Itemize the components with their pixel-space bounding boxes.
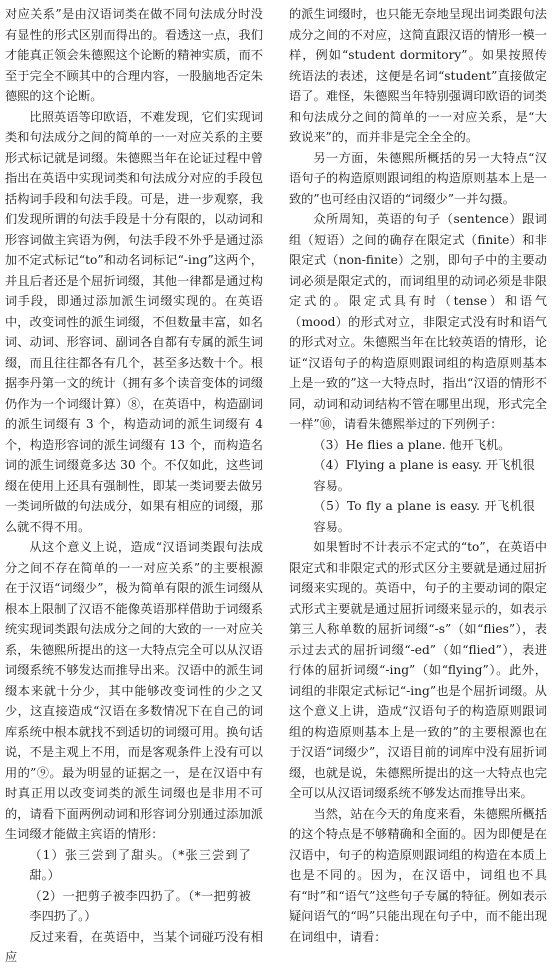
example-sentence: （2）一把剪子被李四扔了。（*一把剪被李四扔了。）	[29, 888, 251, 923]
right-column	[289, 4, 547, 944]
paragraph: 对应关系”是由汉语词类在做不同句法成分时没有显性的形式区别而得出的。看透这一点，我们才能真正领会朱德熙这个论断的精神实质，而不至于完全不顾其中的合理内容，一股脑地否定朱德熙的这个论断。	[5, 7, 263, 103]
example-sentence: （3）He flies a plane. 他开飞机。	[313, 437, 511, 452]
paragraph: 的派生词缀时，也只能无奈地呈现出词类跟句法成分之间的不对应，这简直跟汉语的情形一模一样，例如“student dormitory”。如果按照传统语法的表述，这便是名词“student”直接做定语了。难怪，朱德熙当年特别强调印欧语的词类和句法成分之间的简单的一一对应关系，是“大致说来”的，而并非是完全全全的。	[289, 7, 547, 144]
example-sentence: （4）Flying a plane is easy. 开飞机很容易。	[313, 458, 535, 493]
left-column	[5, 4, 263, 964]
paragraph: 如果暂时不计表示不定式的“to”，在英语中限定式和非限定式的形式区分主要就是通过屈折词缀来实现的。英语中，句子的主要动词的限定式形式主要就是通过屈折词缀来显示的，如表示第三人称单数的屈折词缀“-s”（如“flies”），表示过去式的屈折词缀“-ed”（如“flied”），表进行体的屈折词缀“-ing”（如“flying”）。此外，词组的非限定式标记“-ing”也是个屈折词缀。从这个意义上讲，造成“汉语句子的构造原则跟词组的构造原则基本上是一致的”的主要根源也在于汉语“词缀少”，汉语目前的词库中没有屈折词缀，也就是说，朱德熙所提出的这一大特点也完全可以从汉语词缀系统不够发达而推导出来。	[289, 540, 547, 800]
paragraph: 当然，站在今天的角度来看，朱德熙所概括的这个特点是不够精确和全面的。因为即便是在汉语中，句子的构造原则跟词组的构造在本质上也是不同的。因为，在汉语中，词组也不具有“时”和“语气”这些句子专属的特征。例如表示疑问语气的“吗”只能出现在句子中，而不能出现在词组中，请看：	[289, 806, 547, 944]
paragraph: 比照英语等印欧语，不难发现，它们实现词类和句法成分之间的简单的一一对应关系的主要形式标记就是词缀。朱德熙当年在论证过程中曾指出在英语中实现词类和句法成分对应的手段包括构词手段和句法手段。可是，进一步观察，我们发现所谓的句法手段是十分有限的，以动词和形容词做主宾语为例，句法手段不外乎是通过添加不定式标记“to”和动名词标记“-ing”这两个，并且后者还是个屈折词缀，其他一律都是通过构词手段，即通过添加派生词缀实现的。在英语中，改变词性的派生词缀，不但数量丰富，如名词、动词、形容词、副词各自都有专属的派生词缀，而且往往都各有几个，甚至多达数十个。根据李丹第一文的统计（拥有多个读音变体的词缀仍作为一个词缀计算）⑧，在英语中，构造副词的派生词缀有 3 个，构造动词的派生词缀有 4 个，构造形容词的派生词缀有 13 个，而构造名词的派生词缀竟多达 30 个。不仅如此，这些词缀在使用上还具有强制性，即某一类词要去做另一类词所做的句法成分，如果有相应的词缀，那么就不得不用。	[5, 109, 263, 534]
paragraph: 从这个意义上说，造成“汉语词类跟句法成分之间不存在简单的一一对应关系”的主要根源在于汉语“词缀少”，极为简单有限的派生词缀从根本上限制了汉语不能像英语那样借助于词缀系统实现词类跟句法成分之间的大致的一一对应关系，朱德熙所提出的这一大特点完全可以从汉语词缀系统不够发达而推导出来。汉语中的派生词缀本来就十分少，其中能够改变词性的少之又少，这直接造成“汉语在多数情况下在自己的词库系统中根本就找不到适切的词缀可用。换句话说，不是主观上不用，而是客观条件上没有可以用的”⑨。最为明显的证据之一，是在汉语中有时真正用以改变词类的派生词缀也是非用不可的，请看下面两例动词和形容词分别通过添加派生词缀才能做主宾语的情形：	[5, 540, 263, 841]
example-sentence: （1）张三尝到了甜头。（*张三尝到了甜。）	[29, 847, 251, 882]
paragraph: 反过来看，在英语中，当某个词碰巧没有相应	[5, 929, 263, 964]
example-sentence: （5）To fly a plane is easy. 开飞机很容易。	[313, 499, 535, 534]
paragraph: 众所周知，英语的句子（sentence）跟词组（短语）之间的确存在限定式（finite）和非限定式（non-finite）之别，即句子中的主要动词必须是限定式的，而词组里的动词必须是非限定式的。限定式具有时（tense）和语气（mood）的形式对立，非限定式没有时和语气的形式对立。朱德熙当年在比较英语的情形，论证“汉语句子的构造原则跟词组的构造原则基本上是一致的”这一大特点时，指出“汉语的情形不同，动词和动词结构不管在哪里出现，形式完全一样”⑩，请看朱德熙举过的下列例子：	[289, 212, 547, 431]
paragraph: 另一方面，朱德熙所概括的另一大特点“汉语句子的构造原则跟词组的构造原则基本上是一致的”也可经由汉语的“词缀少”一并勾摄。	[289, 150, 547, 206]
